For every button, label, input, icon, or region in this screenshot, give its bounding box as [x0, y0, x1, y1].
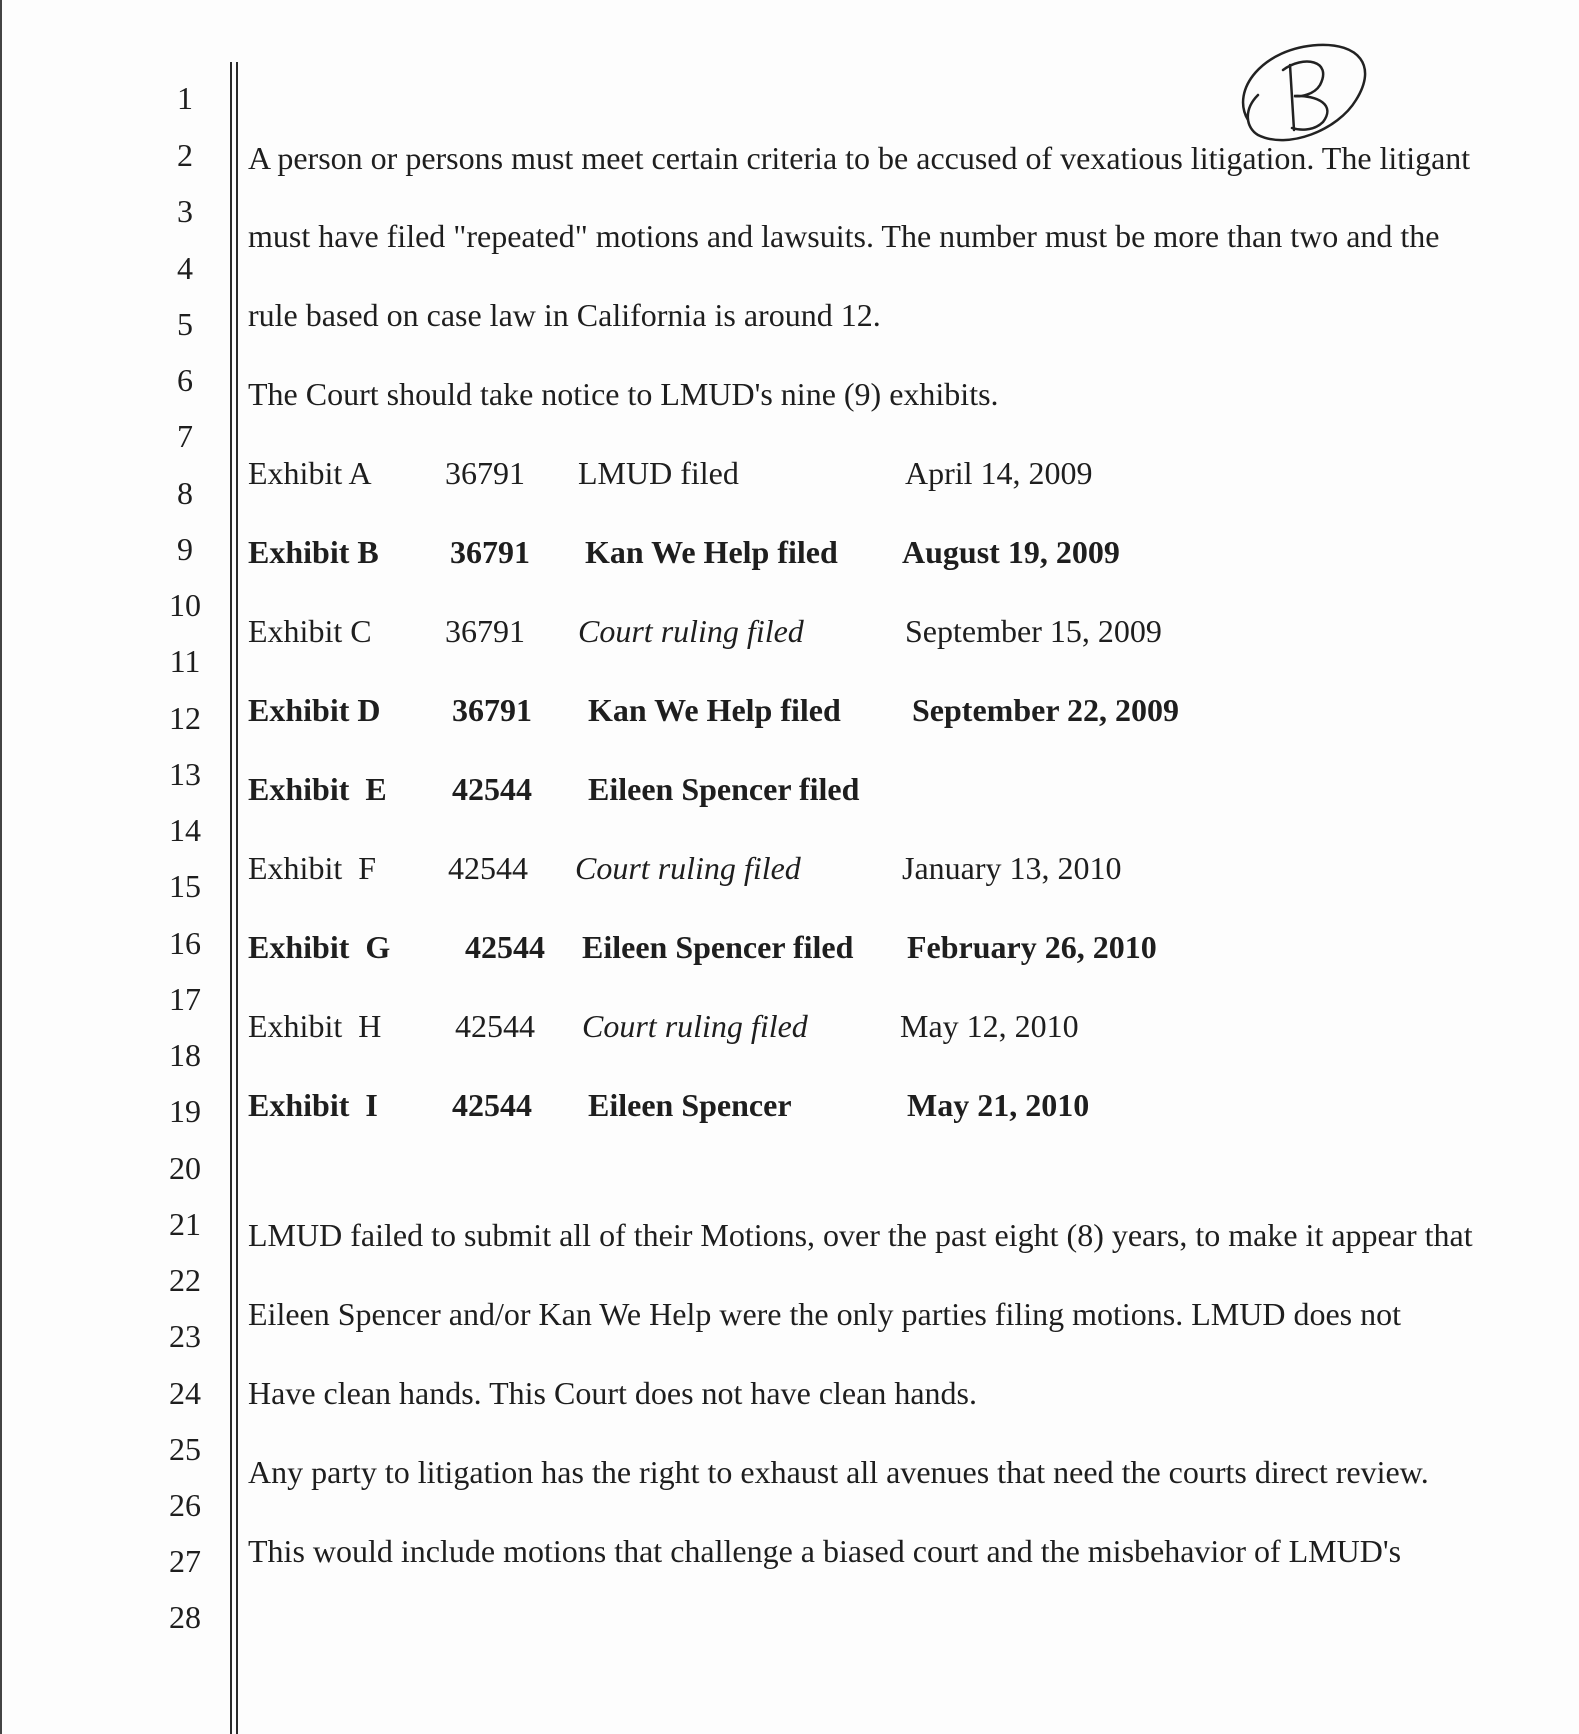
line-number: 23 [169, 1318, 201, 1354]
exhibit-label: Exhibit I [248, 1087, 378, 1123]
margin-rule-inner [236, 62, 238, 1734]
exhibit-description: Eileen Spencer filed [582, 929, 854, 965]
line-number: 2 [177, 137, 193, 173]
handwritten-exhibit-b-mark [1228, 40, 1378, 150]
line-number: 14 [169, 812, 201, 848]
body-text-line: This would include motions that challenge a biased court and the misbehavior of LMUD's [248, 1533, 1402, 1569]
exhibit-case-number: 42544 [452, 771, 532, 807]
body-text-line: The Court should take notice to LMUD's nine (9) exhibits. [248, 376, 999, 412]
line-number: 27 [169, 1543, 201, 1579]
exhibit-case-number: 42544 [448, 850, 528, 886]
line-number: 26 [169, 1487, 201, 1523]
line-number: 3 [177, 193, 193, 229]
exhibit-label: Exhibit G [248, 929, 391, 965]
exhibit-description: Court ruling filed [578, 613, 804, 649]
body-text-line: Have clean hands. This Court does not have clean hands. [248, 1375, 977, 1411]
exhibit-description: LMUD filed [578, 455, 739, 491]
exhibit-label: Exhibit F [248, 850, 377, 886]
line-number: 9 [177, 531, 193, 567]
line-number: 6 [177, 362, 193, 398]
body-text-line: Any party to litigation has the right to exhaust all avenues that need the courts direct review. [248, 1454, 1429, 1490]
exhibit-date: September 22, 2009 [912, 692, 1179, 728]
body-text-line: LMUD failed to submit all of their Motions, over the past eight (8) years, to make it appear that [248, 1217, 1473, 1253]
exhibit-description: Eileen Spencer [588, 1087, 792, 1123]
line-number: 20 [169, 1150, 201, 1186]
exhibit-description: Court ruling filed [582, 1008, 808, 1044]
exhibit-date: September 15, 2009 [905, 613, 1162, 649]
line-number: 5 [177, 306, 193, 342]
exhibit-description: Eileen Spencer filed [588, 771, 860, 807]
line-number: 25 [169, 1431, 201, 1467]
line-number: 21 [169, 1206, 201, 1242]
exhibit-case-number: 42544 [452, 1087, 532, 1123]
line-number: 17 [169, 981, 201, 1017]
line-number: 16 [169, 925, 201, 961]
line-number: 7 [177, 418, 193, 454]
exhibit-description: Kan We Help filed [588, 692, 841, 728]
exhibit-date: August 19, 2009 [902, 534, 1120, 570]
line-number: 18 [169, 1037, 201, 1073]
exhibit-date: April 14, 2009 [905, 455, 1093, 491]
line-number: 19 [169, 1093, 201, 1129]
line-number: 10 [169, 587, 201, 623]
line-number: 28 [169, 1599, 201, 1635]
exhibit-date: January 13, 2010 [902, 850, 1122, 886]
exhibit-case-number: 36791 [445, 613, 525, 649]
exhibit-case-number: 36791 [445, 455, 525, 491]
exhibit-date: May 21, 2010 [907, 1087, 1090, 1123]
exhibit-label: Exhibit A [248, 455, 372, 491]
exhibit-label: Exhibit C [248, 613, 372, 649]
exhibit-case-number: 42544 [455, 1008, 535, 1044]
line-number: 1 [177, 80, 193, 116]
body-text-line: must have filed "repeated" motions and lawsuits. The number must be more than two and the [248, 218, 1440, 254]
exhibit-date: May 12, 2010 [900, 1008, 1079, 1044]
exhibit-case-number: 36791 [452, 692, 532, 728]
body-text-line: A person or persons must meet certain criteria to be accused of vexatious litigation. The litigant [248, 140, 1471, 176]
exhibit-case-number: 36791 [450, 534, 530, 570]
exhibit-label: Exhibit B [248, 534, 379, 570]
exhibit-description: Court ruling filed [575, 850, 801, 886]
line-number: 4 [177, 250, 193, 286]
stamp-letter: B [1228, 40, 1229, 41]
margin-rule-outer [230, 62, 232, 1734]
exhibit-description: Kan We Help filed [585, 534, 838, 570]
exhibit-case-number: 42544 [465, 929, 545, 965]
exhibit-label: Exhibit H [248, 1008, 382, 1044]
line-number: 15 [169, 868, 201, 904]
line-number: 12 [169, 700, 201, 736]
exhibit-label: Exhibit D [248, 692, 381, 728]
line-number: 24 [169, 1375, 201, 1411]
line-number: 11 [169, 643, 201, 679]
line-number: 22 [169, 1262, 201, 1298]
body-text-line: Eileen Spencer and/or Kan We Help were the only parties filing motions. LMUD does not [248, 1296, 1401, 1332]
exhibit-label: Exhibit E [248, 771, 387, 807]
body-text-line: rule based on case law in California is around 12. [248, 297, 881, 333]
exhibit-date: February 26, 2010 [907, 929, 1157, 965]
line-number: 8 [177, 475, 193, 511]
line-number: 13 [169, 756, 201, 792]
page-edge [0, 0, 2, 1734]
